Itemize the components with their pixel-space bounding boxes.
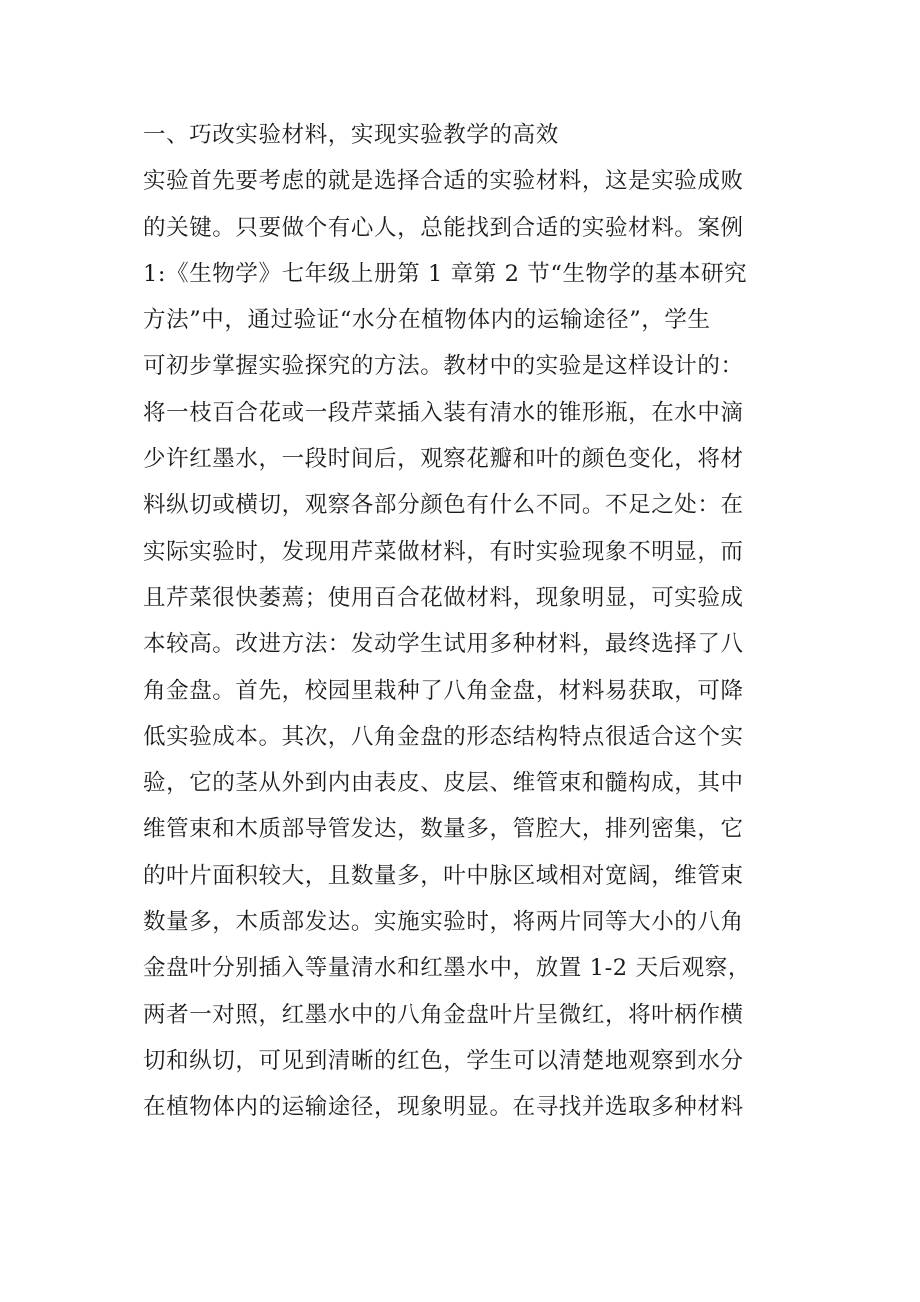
text-line: 两者一对照，红墨水中的八角金盘叶片呈微红，将叶柄作横 bbox=[143, 1001, 744, 1028]
text-line: 实验首先要考虑的就是选择合适的实验材料，这是实验成败 bbox=[143, 168, 744, 195]
text-line: 本较高。改进方法：发动学生试用多种材料，最终选择了八 bbox=[143, 631, 744, 658]
text-line: 且芹菜很快萎蔫；使用百合花做材料，现象明显，可实验成 bbox=[143, 584, 744, 611]
text-line: 将一枝百合花或一段芹菜插入装有清水的锥形瓶，在水中滴 bbox=[143, 399, 744, 426]
text-line: 低实验成本。其次，八角金盘的形态结构特点很适合这个实 bbox=[143, 723, 744, 750]
text-line: 可初步掌握实验探究的方法。教材中的实验是这样设计的： bbox=[143, 353, 744, 380]
text-line: 切和纵切，可见到清晰的红色，学生可以清楚地观察到水分 bbox=[143, 1047, 744, 1074]
text-line: 的关键。只要做个有心人，总能找到合适的实验材料。案例 bbox=[143, 214, 744, 241]
text-line: 方法”中，通过验证“水分在植物体内的运输途径”，学生 bbox=[143, 307, 711, 334]
document-body bbox=[143, 112, 793, 1131]
section-heading: 一、巧改实验材料，实现实验教学的高效 bbox=[143, 122, 559, 148]
text-line: 1:《生物学》七年级上册第 1 章第 2 节“生物学的基本研究 bbox=[143, 260, 748, 287]
text-line: 少许红墨水，一段时间后，观察花瓣和叶的颜色变化，将材 bbox=[143, 446, 744, 473]
text-line: 在植物体内的运输途径，现象明显。在寻找并选取多种材料 bbox=[143, 1094, 744, 1121]
text-line: 验，它的茎从外到内由表皮、皮层、维管束和髓构成，其中 bbox=[143, 770, 744, 797]
text-line: 数量多，木质部发达。实施实验时，将两片同等大小的八角 bbox=[143, 909, 744, 936]
text-line: 实际实验时，发现用芹菜做材料，有时实验现象不明显，而 bbox=[143, 538, 744, 565]
text-line: 维管束和木质部导管发达，数量多，管腔大，排列密集，它 bbox=[143, 816, 744, 843]
text-line: 的叶片面积较大，且数量多，叶中脉区域相对宽阔，维管束 bbox=[143, 862, 744, 889]
text-line: 料纵切或横切，观察各部分颜色有什么不同。不足之处：在 bbox=[143, 492, 744, 519]
text-line: 角金盘。首先，校园里栽种了八角金盘，材料易获取，可降 bbox=[143, 677, 744, 704]
text-line: 金盘叶分别插入等量清水和红墨水中，放置 1-2 天后观察， bbox=[143, 955, 751, 982]
